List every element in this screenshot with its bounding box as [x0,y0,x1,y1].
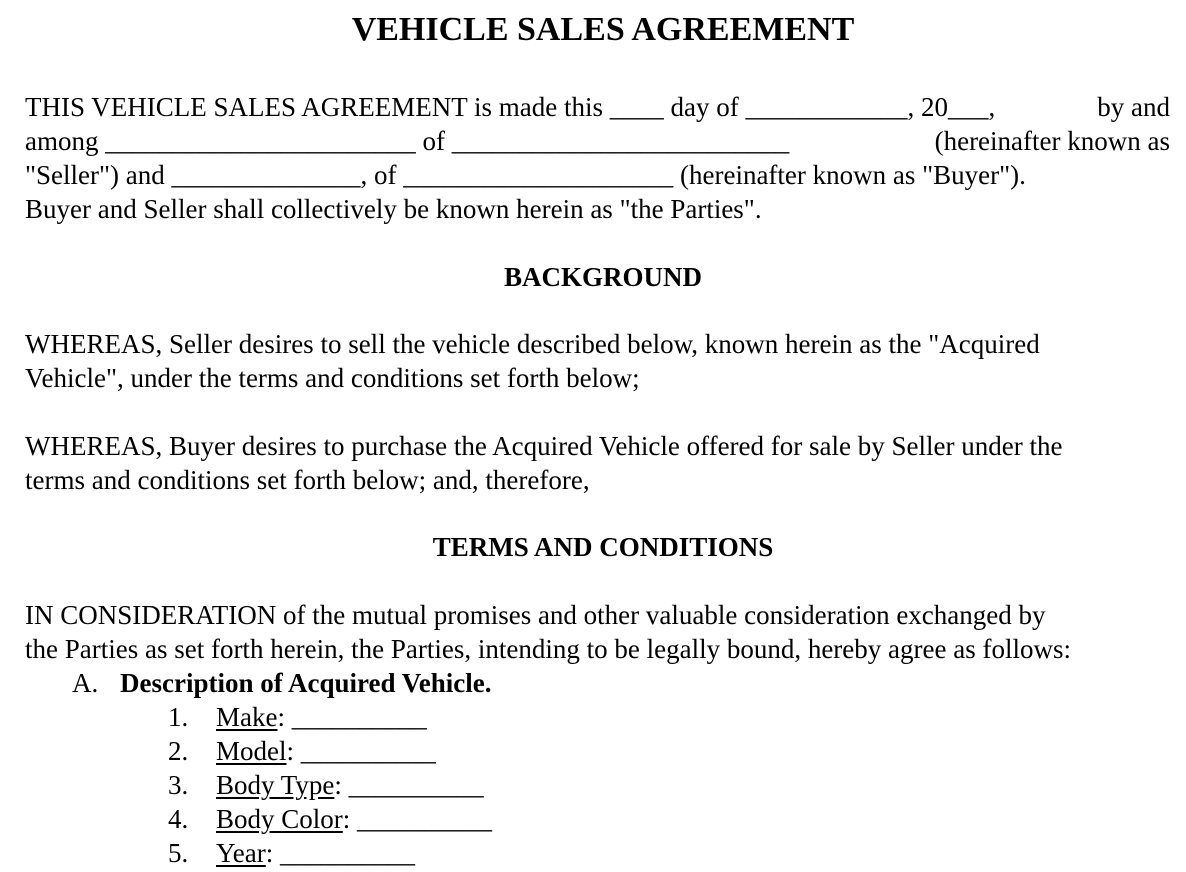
section-letter: A. [72,668,99,698]
item-number: 4. [168,804,189,834]
document-title: VEHICLE SALES AGREEMENT [351,11,855,48]
item-label: Year [216,838,266,868]
intro-line [25,124,1170,158]
whereas2-line: WHEREAS, Buyer desires to purchase the Acquired Vehicle offered for sale by Seller under the [25,431,1063,461]
item-number: 1. [168,702,189,732]
list-item [168,734,492,768]
item-label: Make [216,702,278,732]
intro-paragraph [25,90,1175,226]
terms-heading: TERMS AND CONDITIONS [432,532,774,562]
consideration-line: the Parties as set forth herein, the Parties, intending to be legally bound, hereby agree as follows: [25,634,1071,664]
item-blank: : __________ [277,702,427,732]
intro-line2-end: (hereinafter known as [934,126,1170,156]
whereas-paragraph-1 [25,327,1175,395]
item-label: Body Color [216,804,343,834]
item-number: 2. [168,736,189,766]
list-item [168,836,492,870]
intro-line: Buyer and Seller shall collectively be known herein as "the Parties". [25,194,762,224]
list-item [168,802,492,836]
whereas2-line: terms and conditions set forth below; and, therefore, [25,465,590,495]
section-a-heading [72,666,492,700]
intro-line2-text: among _______________________ of _________________________ [25,126,790,156]
intro-line [25,90,1170,124]
item-number: 3. [168,770,189,800]
vehicle-description-list [168,700,492,870]
item-blank: : __________ [286,736,436,766]
item-blank: : __________ [265,838,416,868]
whereas1-line: WHEREAS, Seller desires to sell the vehicle described below, known herein as the "Acquired [25,329,1040,359]
intro-line1-text: THIS VEHICLE SALES AGREEMENT is made this ____ day of ____________, 20___, [25,92,996,122]
whereas-paragraph-2 [25,429,1175,497]
item-label: Model [216,736,287,766]
item-label: Body Type [216,770,335,800]
list-item [168,700,492,734]
intro-line: "Seller") and ______________, of ____________________ (hereinafter known as "Buyer"). [25,160,1026,190]
intro-line1-end: by and [1097,92,1170,122]
consideration-paragraph [25,598,1175,666]
item-number: 5. [168,838,189,868]
whereas1-line: Vehicle", under the terms and conditions set forth below; [25,363,640,393]
background-heading: BACKGROUND [503,262,702,292]
item-blank: : __________ [334,770,484,800]
consideration-line: IN CONSIDERATION of the mutual promises and other valuable consideration exchanged by [25,600,1046,630]
item-blank: : __________ [342,804,493,834]
list-item [168,768,492,802]
section-title: Description of Acquired Vehicle. [120,668,492,698]
